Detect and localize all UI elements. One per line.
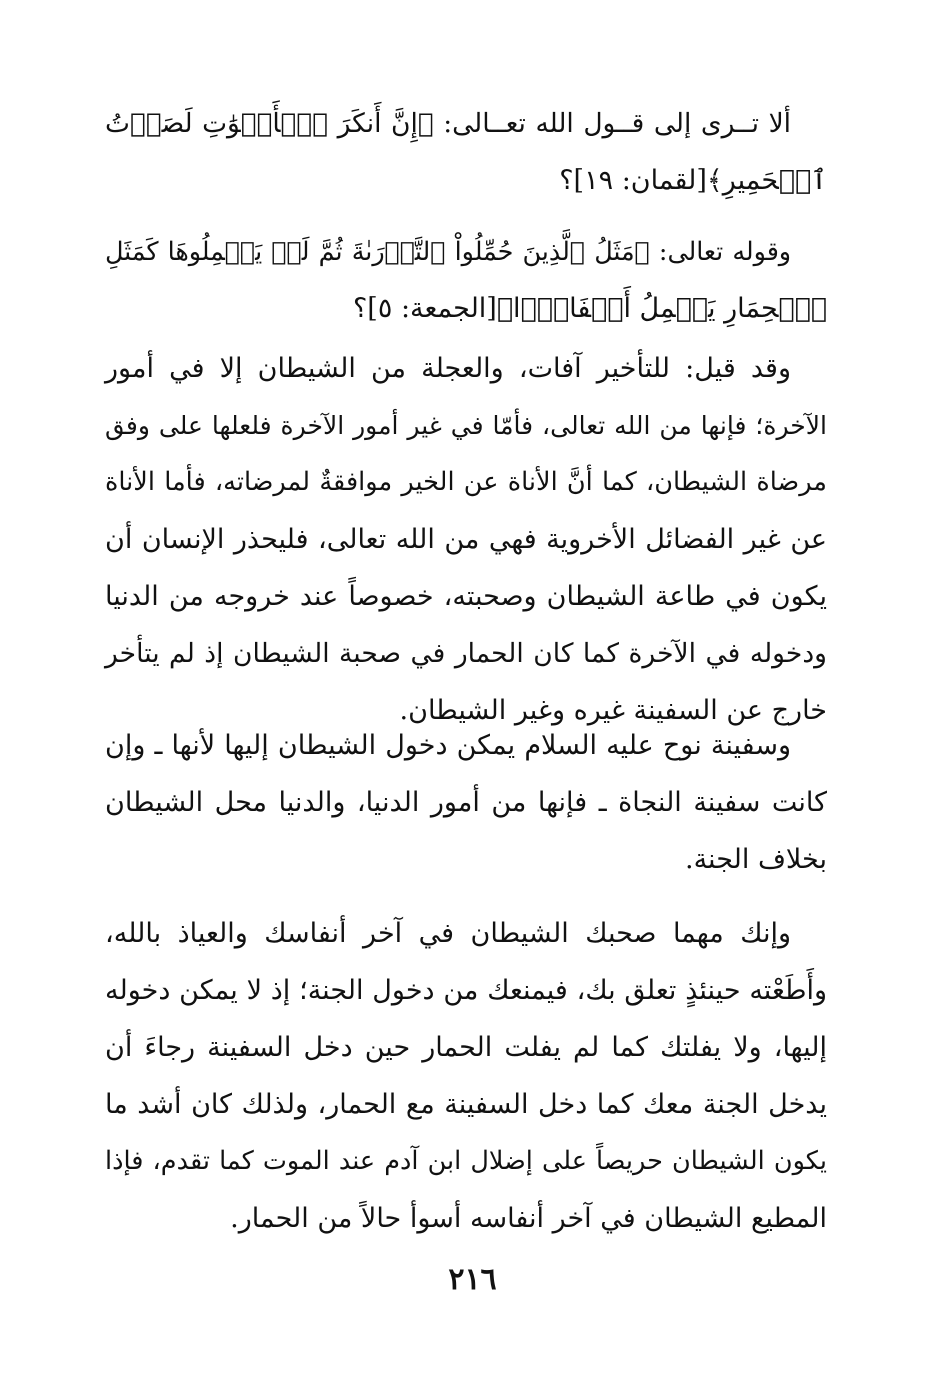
paragraph-4-line-1: وسفينة نوح عليه السلام يمكن دخول الشيطان إليها لأنها ـ وإن [105,730,791,761]
paragraph-3 [105,340,827,739]
paragraph-1 [105,95,827,209]
paragraph-5 [105,905,827,1247]
paragraph-4-line-3: بخلاف الجنة. [685,844,827,875]
paragraph-4 [105,717,827,888]
page-number: ٢١٦ [448,1262,497,1297]
paragraph-2-line-1: وقوله تعالى: ﴿مَثَلُ ٱلَّذِينَ حُمِّلُواْ ٱلتَّوۡرَىٰةَ ثُمَّ لَمۡ يَحۡمِلُوهَا كَمَثَلِ [105,237,791,266]
paragraph-5-line-5: يكون الشيطان حريصاً على إضلال ابن آدم عند الموت كما تقدم، فإذا [105,1146,827,1176]
paragraph-3-line-2: الآخرة؛ فإنها من الله تعالى، فأمّا في غير أمور الآخرة فلعلها على وفق [105,411,827,440]
paragraph-3-line-7: خارج عن السفينة غيره وغير الشيطان. [399,695,827,726]
paragraph-3-line-1: وقد قيل: للتأخير آفات، والعجلة من الشيطان إلا في أمور [105,353,791,384]
paragraph-1-line-2: ٱلۡحَمِيرِ﴾[لقمان: ١٩]؟ [559,165,827,196]
paragraph-2-line-2: ٱلۡحِمَارِ يَحۡمِلُ أَسۡفَارَۢا﴾[الجمعة: ٥]؟ [352,293,827,324]
paragraph-3-line-6: ودخوله في الآخرة كما كان الحمار في صحبة الشيطان إذ لم يتأخر [105,638,827,669]
paragraph-5-line-4: يدخل الجنة معك كما دخل السفينة مع الحمار، ولذلك كان أشد ما [105,1089,827,1120]
paragraph-5-line-6: المطيع الشيطان في آخر أنفاسه أسوأ حالاً من الحمار. [230,1203,827,1234]
paragraph-3-line-3: مرضاة الشيطان، كما أنَّ الأناة عن الخير موافقةٌ لمرضاته، فأما الأناة [105,467,827,497]
paragraph-3-line-4: عن غير الفضائل الأخروية فهي من الله تعالى، فليحذر الإنسان أن [105,524,827,555]
paragraph-3-line-5: يكون في طاعة الشيطان وصحبته، خصوصاً عند خروجه من الدنيا [105,581,827,612]
paragraph-4-line-2: كانت سفينة النجاة ـ فإنها من أمور الدنيا، والدنيا محل الشيطان [105,787,827,818]
page-body [105,95,827,1295]
paragraph-5-line-3: إليها، ولا يفلتك كما لم يفلت الحمار حين دخل السفينة رجاءَ أن [105,1032,827,1063]
paragraph-1-line-1: ألا تــرى إلى قــول الله تعــالى: ﴿إِنَّ أَنكَرَ ٱلۡأَصۡوَٰتِ لَصَوۡتُ [105,108,791,139]
paragraph-2 [105,223,827,337]
paragraph-5-line-1: وإنك مهما صحبك الشيطان في آخر أنفاسك والعياذ بالله، [105,918,791,949]
paragraph-5-line-2: وأَطَعْته حينئذٍ تعلق بك، فيمنعك من دخول الجنة؛ إذ لا يمكن دخوله [105,975,827,1006]
